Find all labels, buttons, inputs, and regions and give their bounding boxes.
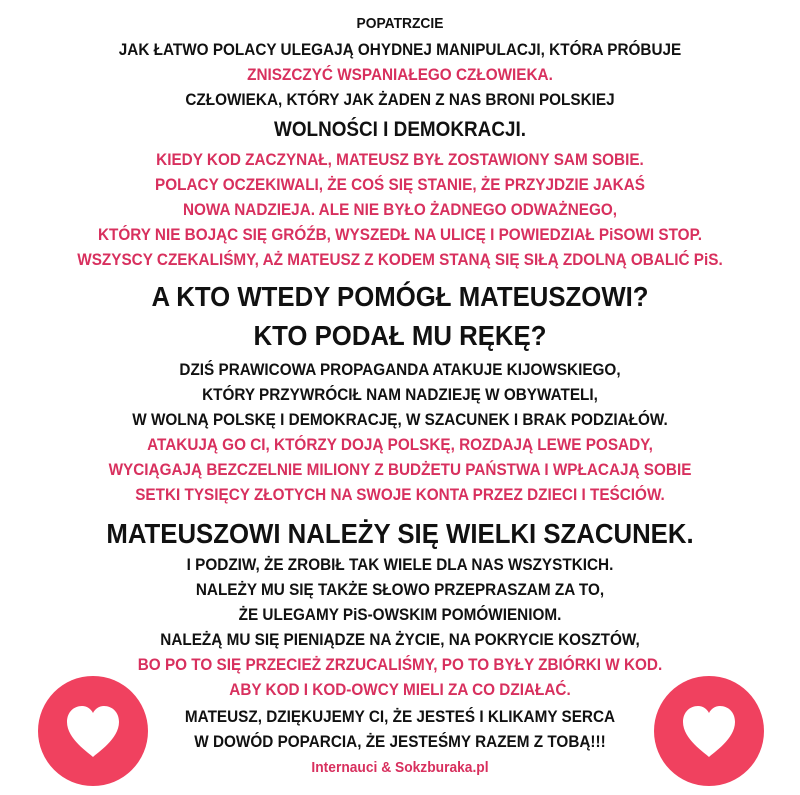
poster-footer-credit: Internauci & Sokzburaka.pl — [311, 759, 489, 776]
poster-line: POLACY OCZEKIWALI, ŻE COŚ SIĘ STANIE, ŻE PRZYJDZIE JAKAŚ — [155, 175, 645, 194]
poster-line: CZŁOWIEKA, KTÓRY JAK ŻADEN Z NAS BRONI POLSKIEJ — [185, 90, 615, 109]
poster-heading-wolnosci: WOLNOŚCI I DEMOKRACJI. — [273, 118, 526, 141]
poster-line: ŻE ULEGAMY PiS-OWSKIM POMÓWIENIOM. — [238, 605, 562, 624]
poster-heading-szacunek: MATEUSZOWI NALEŻY SIĘ WIELKI SZACUNEK. — [106, 518, 694, 549]
poster-line: SETKI TYSIĘCY ZŁOTYCH NA SWOJE KONTA PRZEZ DZIECI I TEŚCIÓW. — [135, 485, 665, 504]
poster-line: JAK ŁATWO POLACY ULEGAJĄ OHYDNEJ MANIPULACJI, KTÓRA PRÓBUJE — [118, 40, 682, 59]
poster-line: KTÓRY NIE BOJĄC SIĘ GRÓŹB, WYSZEDŁ NA ULICĘ I POWIEDZIAŁ PiSOWI STOP. — [97, 225, 703, 244]
poster-line: DZIŚ PRAWICOWA PROPAGANDA ATAKUJE KIJOWSKIEGO, — [179, 360, 621, 379]
poster-line: NALEŻĄ MU SIĘ PIENIĄDZE NA ŻYCIE, NA POKRYCIE KOSZTÓW, — [160, 630, 640, 649]
poster-line: KIEDY KOD ZACZYNAŁ, MATEUSZ BYŁ ZOSTAWIONY SAM SOBIE. — [156, 150, 644, 169]
poster-line: NALEŻY MU SIĘ TAKŻE SŁOWO PRZEPRASZAM ZA TO, — [195, 580, 605, 599]
poster-line: ATAKUJĄ GO CI, KTÓRZY DOJĄ POLSKĘ, ROZDAJĄ LEWE POSADY, — [147, 435, 653, 454]
poster-line: W WOLNĄ POLSKĘ I DEMOKRACJĘ, W SZACUNEK I BRAK PODZIAŁÓW. — [132, 410, 668, 429]
poster-line: BO PO TO SIĘ PRZECIEŻ ZRZUCALIŚMY, PO TO BYŁY ZBIÓRKI W KOD. — [137, 655, 663, 674]
poster-line: W DOWÓD POPARCIA, ŻE JESTEŚMY RAZEM Z TOBĄ!!! — [194, 732, 606, 751]
poster-line: ZNISZCZYĆ WSPANIAŁEGO CZŁOWIEKA. — [247, 65, 553, 84]
heart-badge-right[interactable] — [654, 676, 764, 786]
poster-line: NOWA NADZIEJA. ALE NIE BYŁO ŻADNEGO ODWAŻNEGO, — [182, 200, 618, 219]
poster-line: KTÓRY PRZYWRÓCIŁ NAM NADZIEJĘ W OBYWATELI, — [202, 385, 598, 404]
heart-icon — [679, 703, 739, 759]
poster-heading-question-1: A KTO WTEDY POMÓGŁ MATEUSZOWI? — [151, 281, 649, 312]
poster-line-popatrzcie: POPATRZCIE — [356, 15, 444, 32]
poster-heading-question-2: KTO PODAŁ MU RĘKĘ? — [253, 320, 547, 351]
poster-line: WSZYSCY CZEKALIŚMY, AŻ MATEUSZ Z KODEM STANĄ SIĘ SIŁĄ ZDOLNĄ OBALIĆ PiS. — [77, 250, 723, 269]
poster-line: WYCIĄGAJĄ BEZCZELNIE MILIONY Z BUDŻETU PAŃSTWA I WPŁACAJĄ SOBIE — [108, 460, 692, 479]
poster-line: ABY KOD I KOD-OWCY MIELI ZA CO DZIAŁAĆ. — [229, 680, 571, 699]
heart-badge-left[interactable] — [38, 676, 148, 786]
heart-icon — [63, 703, 123, 759]
poster-line: MATEUSZ, DZIĘKUJEMY CI, ŻE JESTEŚ I KLIKAMY SERCA — [184, 707, 616, 726]
poster-line: I PODZIW, ŻE ZROBIŁ TAK WIELE DLA NAS WSZYSTKICH. — [186, 555, 614, 574]
